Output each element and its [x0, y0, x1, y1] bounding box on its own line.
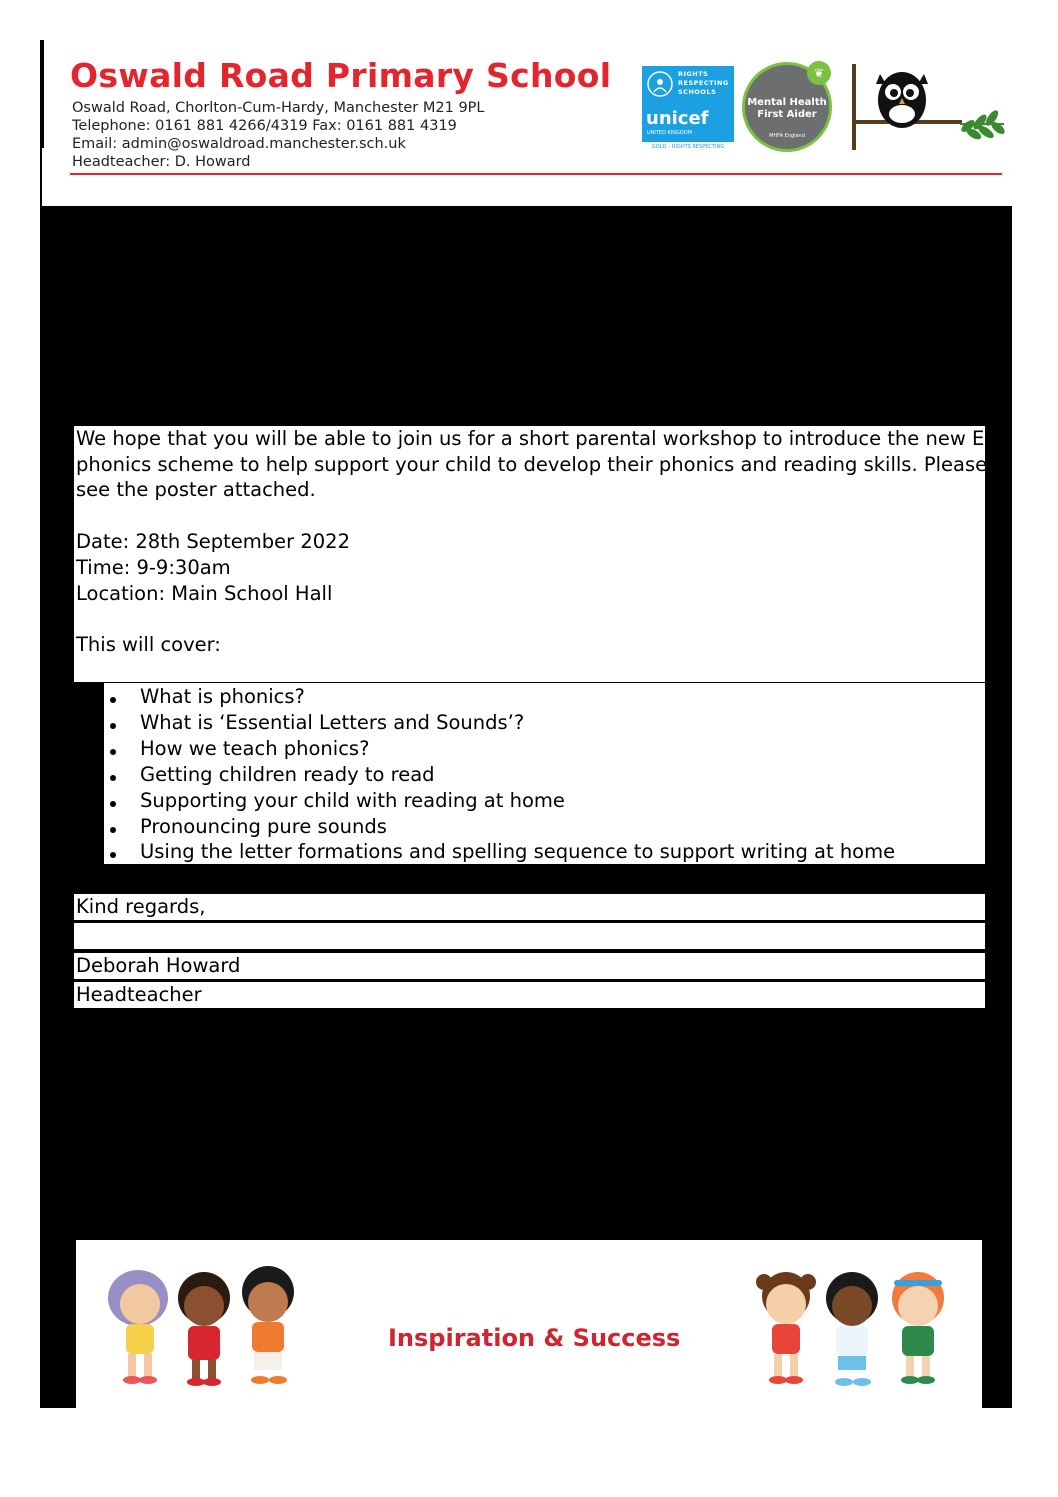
mhfa-title: Mental Health First Aider [747, 97, 827, 120]
unicef-wordmark: unicef [646, 108, 709, 129]
event-time: Time: 9-9:30am [76, 556, 231, 579]
intro-line-2: phonics scheme to help support your child to develop their phonics and reading skills. Please [76, 453, 988, 476]
unicef-rights-respecting-badge [642, 66, 734, 153]
school-address: Oswald Road, Chorlton-Cum-Hardy, Manchester M21 9PL [72, 100, 485, 116]
signoff-name-row [74, 953, 985, 979]
mental-health-first-aider-badge [742, 62, 832, 152]
school-name: Oswald Road Primary School [70, 56, 612, 95]
bullet-icon [110, 775, 116, 781]
bullet-icon [110, 801, 116, 807]
globe-icon [646, 70, 674, 98]
intro-line-1: We hope that you will be able to join us for a short parental workshop to introduce the new ELS [76, 427, 1008, 450]
signoff-blank-row [74, 923, 985, 949]
signoff-role-row [74, 982, 985, 1008]
school-email: Email: admin@oswaldroad.manchester.sch.uk [72, 136, 406, 152]
header-divider [70, 173, 1002, 175]
bullet-icon [110, 697, 116, 703]
header-left-rule-thin [40, 148, 42, 206]
bullet-icon [110, 827, 116, 833]
signoff-regards-row [74, 894, 985, 920]
footer-motto: Inspiration & Success [388, 1324, 681, 1352]
signoff-regards: Kind regards, [76, 895, 206, 918]
unicef-level: GOLD – RIGHTS RESPECTING [642, 142, 734, 153]
bullet-icon [110, 852, 116, 858]
school-telephone: Telephone: 0161 881 4266/4319 Fax: 0161 881 4319 [72, 118, 457, 134]
letter-body [74, 426, 1008, 682]
signoff-role: Headteacher [76, 983, 202, 1006]
unicef-country: UNITED KINGDOM [647, 130, 692, 136]
school-headteacher: Headteacher: D. Howard [72, 154, 251, 170]
topics-list: What is phonics? What is ‘Essential Letters and Sounds’? How we teach phonics? Getting children ready to read Supporting your child with reading at home Pronouncing pure sounds Using the letter formations and spelling sequence to support writing at home [104, 683, 985, 864]
intro-line-3: see the poster attached. [76, 478, 316, 501]
header-left-rule [40, 40, 44, 148]
bullet-icon [110, 723, 116, 729]
bullet-icon [110, 749, 116, 755]
leaf-icon: ❦ [807, 61, 831, 85]
signoff-name: Deborah Howard [76, 954, 241, 977]
cartoon-children-right-illustration [746, 1262, 960, 1392]
owl-on-branch-logo [852, 62, 1008, 154]
mhfa-sub: MHFA England [769, 133, 805, 139]
unicef-rrs-label: RIGHTS RESPECTING SCHOOLS [678, 70, 729, 96]
event-date: Date: 28th September 2022 [76, 530, 350, 553]
cover-heading: This will cover: [76, 633, 221, 656]
event-location: Location: Main School Hall [76, 582, 333, 605]
cartoon-children-left-illustration [96, 1262, 310, 1392]
